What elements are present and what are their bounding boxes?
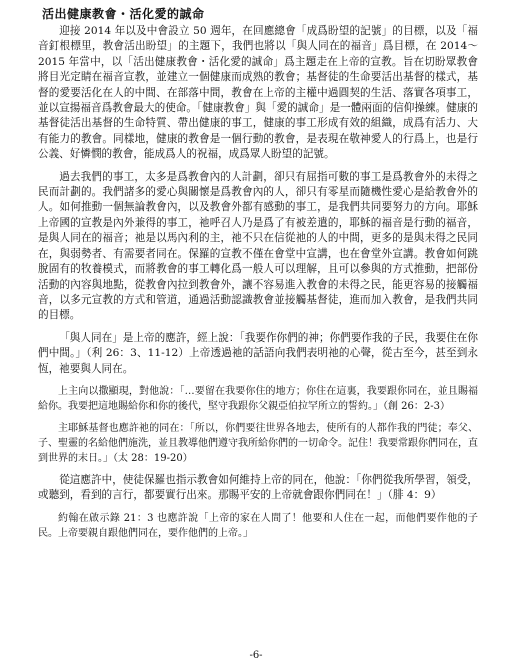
paragraph-gap xyxy=(38,504,478,511)
scripture-quote-matthew: 主耶穌基督也應許祂的同在：「所以，你們要往世界各地去，使所有的人都作我的門徒；奉父、子、聖靈的名給他們施洗，並且教導他們遵守我所給你們的一切命令。記住！我要常跟你們同在，直到世界的末日。」（太 28：19-20） xyxy=(38,422,478,464)
scripture-quote-genesis: 上主向以撒顯現，對他說：「…要留在我要你住的地方；你住在這裏，我要跟你同在，並且賜福給你。我要把這地賜給你和你的後代，堅守我跟你父親亞伯拉罕所立的誓約。」（創 26：2-3） xyxy=(38,385,478,412)
paragraph-gap xyxy=(38,414,478,421)
paragraph-1: 迎接 2014 年以及中會設立 50 週年，在回應總會「成爲盼望的記號」的目標，以及「福音釘根標里，教會活出盼望」的主題下，我們也將以「與人同在的福音」爲目標，在 2014～2015 年當中，以「活出健康教會・活化愛的誠命」爲主題走在上帝的宣教。旨在切盼眾教會將目光定睛在福音宣教，並建立一個健康而成熟的教會；基督徒的生命要活出基督的樣式，基督的愛要活化在人的中間、在部落中間，教會在上帝的主權中過圓契的生活、落實各項事工，並以宣揚福音爲教會最大的使命。「健康教會」與「愛的誠命」是一體兩面的信仰操練。健康的基督徒活出基督的生命特質、帶出健康的事工，健康的事工形成有效的組織，成爲有活力、大有能力的教會。同樣地，健康的教會是一個行動的教會，是表現在敬神愛人的行爲上，也是行公義、好憐憫的教會，能成爲人的祝福，成爲眾人盼望的記號。 xyxy=(38,25,478,161)
paragraph-gap xyxy=(38,324,478,331)
paragraph-gap xyxy=(38,466,478,473)
paragraph-gap xyxy=(38,163,478,170)
paragraph-2: 過去我們的事工，太多是爲教會內的人計劃，卻只有屈指可數的事工是爲教會外的未得之民而計劃的。我們諸多的愛心與關懷是爲教會內的人，卻只有零星而隨機性愛心是給教會外的人。如何推動一個無論教會內，以及教會外都有感動的事工，是我們共同要努力的方向。耶穌上帝國的宣教是內外兼得的事工，祂呼召人乃是爲了有被差遣的，耶穌的福音是行動的福音，是與人同在的福音；祂是以馬內利的主，祂不只在信從祂的人的中間，更多的是與未得之民同在，與弱勢者、有需要者同在。保羅的宣教不僅在會堂中宣講，也在會堂外宣講。教會如何跳脫固有的牧養模式，而將教會的事工轉化爲一般人可以理解，且可以參與的方式推動，把部份活動的內容與地點，從教會內拉到教會外，讓不容易進入教會的未得之民，能更容易的接觸福音，以多元宣教的方式和管道，通過活動認識教會並接觸基督徒，進而加入教會，是我們共同的目標。 xyxy=(38,170,478,322)
scripture-quote-revelation: 約翰在啟示錄 21：3 也應許說「上帝的家在人間了！他要和人住在一起，而他們要作他的子民。上帝要親自跟他們同在，要作他們的上帝。」 xyxy=(38,512,478,539)
page-number: -6- xyxy=(249,650,263,661)
paragraph-gap xyxy=(38,377,478,384)
paragraph-philippians: 從這應許中，使徒保羅也指示教會如何維持上帝的同在，他說：「你們從我所學習，領受，或聽到，看到的言行，都要實行出來。那賜平安的上帝就會跟你們同在！」（腓 4：9） xyxy=(38,473,478,502)
section-title: 活出健康教會・活化愛的誠命 xyxy=(42,7,205,21)
paragraph-3: 「與人同在」是上帝的應許，經上說：「我要作你們的神；你們要作我的子民，我要住在你們中間。」（利 26：3、11-12）上帝透過祂的話語向我們表明祂的心聲，從古至今，甚至到永恆，祂要與人同在。 xyxy=(38,331,478,375)
